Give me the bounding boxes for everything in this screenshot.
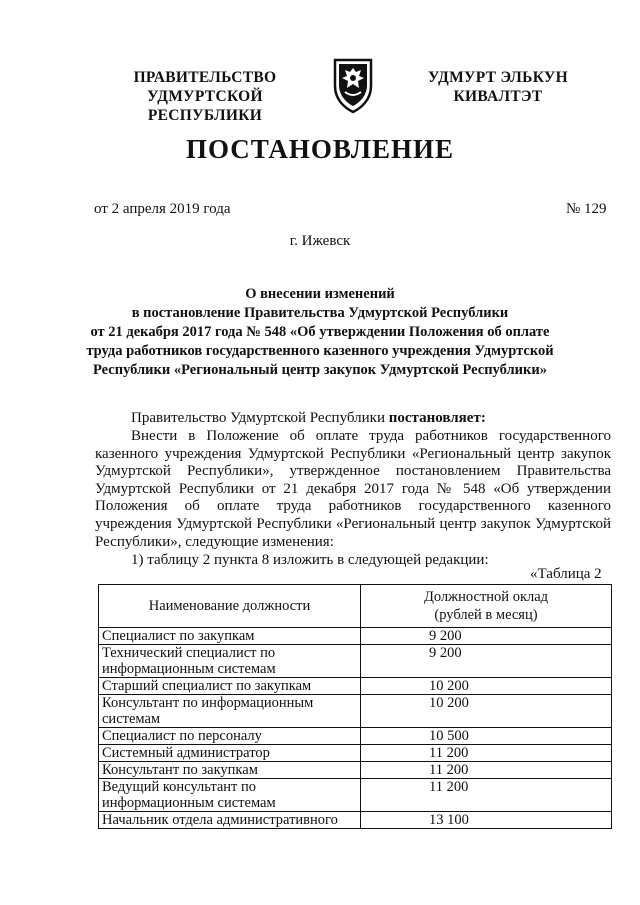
table-label: «Таблица 2: [530, 566, 602, 582]
table-header-row: [99, 585, 612, 628]
subject-line: О внесении изменений: [245, 286, 395, 302]
header-right: [408, 68, 588, 106]
intro-paragraph: [131, 410, 611, 428]
position-cell: Ведущий консультант по информационным системам: [99, 779, 361, 812]
header-salary-line2: (рублей в месяц): [434, 607, 538, 623]
document-number: № 129: [566, 201, 607, 217]
position-cell: Начальник отдела административного: [99, 812, 361, 829]
document-date: от 2 апреля 2019 года: [94, 201, 231, 217]
salary-table: [98, 584, 612, 829]
header-left-line2: УДМУРТСКОЙ РЕСПУБЛИКИ: [147, 88, 263, 124]
salary-cell: 10 200: [361, 678, 612, 695]
salary-cell: 10 500: [361, 728, 612, 745]
salary-cell: 11 200: [361, 762, 612, 779]
header-salary-line1: Должностной оклад: [423, 589, 549, 605]
salary-cell: 11 200: [361, 779, 612, 812]
header-left-line1: ПРАВИТЕЛЬСТВО: [133, 69, 277, 86]
table-row: [99, 745, 612, 762]
salary-cell: 13 100: [361, 812, 612, 829]
salary-cell: 9 200: [361, 628, 612, 645]
header-salary: [361, 585, 612, 628]
position-cell: Специалист по персоналу: [99, 728, 361, 745]
body-paragraph: Внести в Положение об оплате труда работников государственного казенного учреждения Удмуртской Республики «Региональный центр закупок Удмуртской Республики», утвержденное постановлением Правительства Удмуртской Республики от 21 декабря 2017 года № 548 «Об утверждении Положения об оплате труда работников государственного казенного учреждения Удмуртской Республики «Региональный центр закупок Удмуртской Республики», следующие изменения:: [95, 428, 611, 550]
table-row: [99, 728, 612, 745]
table-row: [99, 762, 612, 779]
document-title: ПОСТАНОВЛЕНИЕ: [185, 134, 455, 164]
position-cell: Технический специалист по информационным системам: [99, 645, 361, 678]
document-subject: [0, 285, 640, 380]
subject-line: Республики «Региональный центр закупок Удмуртской Республики»: [93, 362, 547, 378]
header-left: [90, 68, 320, 125]
table-row: [99, 779, 612, 812]
header-right-line1: УДМУРТ ЭЛЬКУН: [428, 69, 568, 86]
subject-line: в постановление Правительства Удмуртской Республики: [131, 305, 509, 321]
intro-verb: постановляет:: [388, 410, 486, 426]
subject-line: труда работников государственного казенного учреждения Удмуртской: [86, 343, 554, 359]
table-row: [99, 812, 612, 829]
document-city: г. Ижевск: [289, 233, 351, 249]
table-row: [99, 678, 612, 695]
subject-line: от 21 декабря 2017 года № 548 «Об утверждении Положения об оплате: [90, 324, 550, 340]
salary-cell: 10 200: [361, 695, 612, 728]
salary-cell: 9 200: [361, 645, 612, 678]
position-cell: Консультант по информационным системам: [99, 695, 361, 728]
salary-cell: 11 200: [361, 745, 612, 762]
intro-text: Правительство Удмуртской Республики: [131, 410, 389, 426]
coat-of-arms-icon: [331, 58, 375, 114]
header-position: Наименование должности: [99, 585, 361, 628]
table-row: [99, 628, 612, 645]
position-cell: Системный администратор: [99, 745, 361, 762]
position-cell: Консультант по закупкам: [99, 762, 361, 779]
position-cell: Специалист по закупкам: [99, 628, 361, 645]
table-row: [99, 645, 612, 678]
position-cell: Старший специалист по закупкам: [99, 678, 361, 695]
item-1: 1) таблицу 2 пункта 8 изложить в следующей редакции:: [131, 552, 489, 568]
table-row: [99, 695, 612, 728]
header-right-line2: КИВАЛТЭТ: [453, 88, 543, 105]
